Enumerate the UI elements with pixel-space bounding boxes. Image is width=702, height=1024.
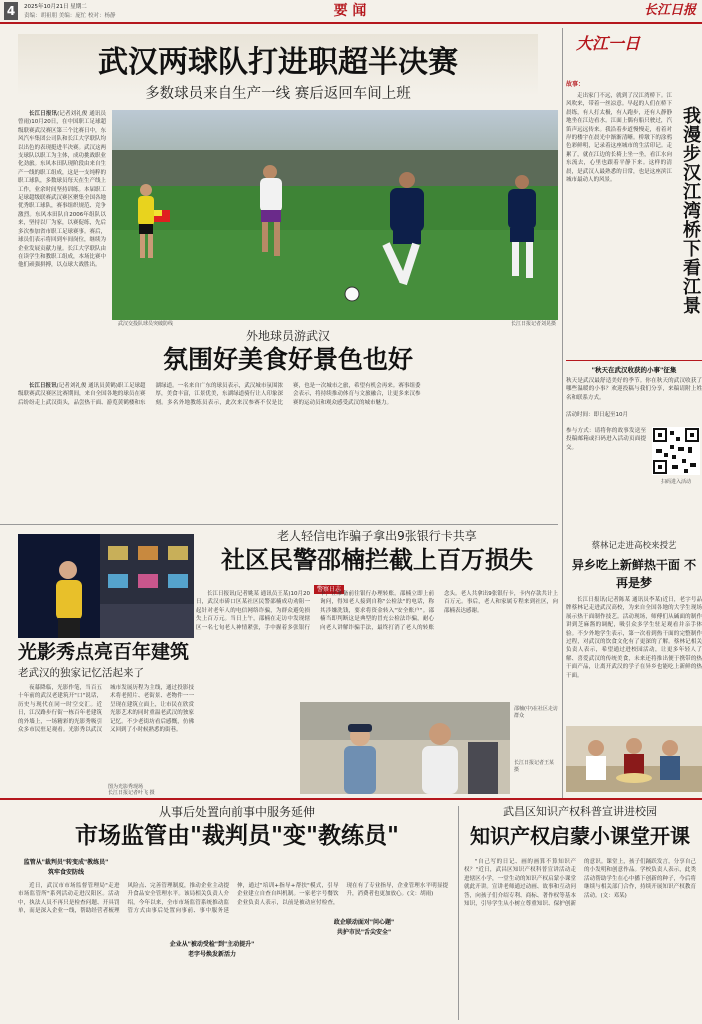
top-byline: 长江日报讯 [29,111,58,117]
market-sub-1-line1: 监管从"裁判员"转变成"教练员" [23,859,109,866]
school-subtitle: 异乡吃上新鲜热干面 不再是梦 [571,558,697,590]
market-body-col1 [18,882,448,1020]
section-title: 要 闻 [333,3,367,19]
lightshow-caption: 图为光影秀现场 [108,784,144,790]
market-sub-2-line2: 老字号焕发新活力 [187,951,236,958]
tourism-body-text: (记者刘礼俊 通讯员黄鹤)职工足球超级联赛武汉赛区比赛期间，来自全国各地的球员在赛后纷纷走上武汉街头，品尝热干面、游览黄鹤楼和东湖绿道。一名来自广东的球员表示，武汉城市氛围浓厚，美食丰富，江景优美，东湖绿道骑行让人印象深刻。多名外地教练员表示，此次来汉参赛不仅是比赛，也是一次城市之旅，希望有机会再来。赛事组委会表示，将持续推动体育与文旅融合，让更多来汉参赛的运动员和观众感受武汉的城市魅力。 [18,383,421,406]
police-visit-photo [300,702,510,794]
lightshow-story [0,526,192,796]
mid-divider [0,524,558,525]
masthead-logo: 长江日报 [643,3,696,18]
lightshow-credit: 长江日报记者叶飞 摄 [108,790,155,796]
tourism-byline: 长江日报讯 [29,383,57,389]
qr-code-icon [652,427,700,475]
notice-title: "秋天在武汉收获的小事"征集 [591,366,677,374]
ip-body-text: "自己写的日记、画的画算不算知识产权？"近日，武昌区知识产权科普宣讲活动走进辖区小学，一堂生动的知识产权启蒙小课堂就此开讲。宣讲老师通过动画、故事和互动问答，向孩子们介绍专利、商标、著作权等基本知识，引导学生从小树立尊重知识、保护创新的意识。课堂上，孩子们踊跃发言，分享自己的小发明和创意作品。学校负责人表示，此类活动帮助学生在心中播下创新的种子，今后将继续与相关部门合作，持续开展知识产权教育活动。 [464,859,696,908]
lightshow-title: 光影秀点亮百年建筑 [18,641,190,663]
page-number: 4 [4,2,18,20]
top-body-text: (记者刘礼俊 通讯员曾雨)10月20日，在中国职工足球超级联赛武汉赛区第三个比赛日中，东风汽车集团公司队和长江大学联队均以出色的表现挺进半决赛。武汉这两支球队以职工为主体，成功挑战职业化劲旅。东风本田队现阶段由来自生产一线的职工组成，这是一支纯粹的职工球队，多数球员每天在生产线上工作，业余时间坚持训练。本届职工足球超级联赛武汉赛区聚集全国各地优秀职工球队，赛事组织规范、竞争激烈。东风本田队自2006年组队以来，坚持以厂为家，以赛促练，先后多次参加省市职工足球赛事。赛后，球员们表示将回到车间岗位，继续为企业发展贡献力量。长江大学联队由在读学生和教职工组成，本场比赛中他们顽强拼搏，以点球大战胜出。 [18,111,107,269]
lightshow-subtitle: 老武汉的独家记忆活起来了 [18,667,144,679]
police-body-text: 长江日报讯(记者姚某 通讯员王某)10月20日，武汉市硚口区某社区民警邵楠成功劝阻一起针对老年人的电信网络诈骗，为群众避免损失上百万元。当日上午，邵楠在走访中发现辖区一名七旬老人神情紧张，手中握着多张银行卡，正准备前往银行办理转账。邵楠立即上前询问，得知老人接到自称"公检法"的电话，称其涉嫌洗钱，要求将资金转入"安全账户"。邵楠当即判断这是典型的冒充公检法诈骗，耐心向老人讲解诈骗手法，最终打消了老人的转账念头。老人共拿出9张银行卡，卡内存款共计上百万元。事后，老人和家属专程来到社区，向邵楠表达感谢。 [196,591,558,631]
police-tag-wrap [314,576,368,593]
column-divider [562,28,563,528]
essay-column [566,26,702,526]
police-body [196,590,558,700]
header-rule [0,22,702,24]
ip-body [464,858,696,1020]
top-photo-caption: 武汉交投队球员突破防线 [118,321,174,327]
top-photo [112,110,558,320]
school-photo [566,726,702,792]
market-sub-1 [18,858,114,880]
qr-code[interactable] [652,427,700,475]
ip-credit: (文：邓某) [600,892,627,899]
column-body: 走出家门不远，就到了汉江湾桥下。江风吹来，带着一丝凉意。早起的人们在桥下晨练，有人打太极，有人跑步，还有人静静地坐在江边看水。江面上偶有船只驶过，汽笛声远远传来。我沿着步道慢慢走，看着对岸的楼宇在晨光中渐渐清晰。桥墩下的涂鸦色彩鲜明，记录着这座城市的生活印记。走累了，就在江边的长椅上坐一坐，看江水向东流去，心里也跟着平静下来。这样的清晨，是武汉人最熟悉的日常，也是这座滨江城市最动人的风景。 [566,93,672,184]
column-badge: 大江一日 [576,34,641,53]
ip-title: 知识产权启蒙小课堂开课 [470,824,690,848]
bottom-divider [458,806,459,1020]
police-story [196,526,558,796]
lightshow-body [18,684,194,784]
notice-body: 秋天是武汉最舒适美好的季节。你在秋天的武汉收获了哪些温暖的小事？欢迎投稿与我们分享，来稿请附上姓名和联系方式。 [566,378,702,401]
ip-kicker: 武昌区知识产权科普宣讲进校园 [503,805,657,818]
soccer-match-photo [112,110,558,320]
market-sub-1-line2: 筑牢食安防线 [47,869,84,876]
police-tag: 警察日志 [314,585,344,594]
market-sub-3-line2: 共护市民"舌尖安全" [336,929,392,936]
top-photo-credit: 长江日报记者刘晃摄 [510,321,556,327]
market-body-text: 近日，武汉市市场监督管理局"走进市场监管所"系列活动走进汉阳区。活动中，执法人员不再只是检查问题、开具罚单，而是深入企业一线，帮助经营者梳理风险点、完善管理制度，推动企业主动提升食品安全管理水平。该局相关负责人介绍，今年以来，全市市场监管系统推动监管方式由事后处置向事前、事中服务延伸，通过"培训+指导+帮扶"模式，引导企业建立自查自纠机制。一家老字号餐饮企业负责人表示，以前是被动应付检查，现在有了专业指导，企业管理水平明显提升，消费者也更加放心。 [18,883,448,915]
top-body [18,110,106,334]
right-lower-divider [562,528,563,798]
ip-story [462,802,702,1024]
market-title: 市场监管由"裁判员"变"教练员" [75,822,399,849]
top-title: 武汉两球队打进职超半决赛 [98,45,458,80]
market-sub-3-line1: 政企联动面对"问心题" [333,919,395,926]
editors: 责编：胡祖朋 美编：庞忙 校对：杨静 [24,13,116,19]
column-title: 我漫步汉江湾桥下看江景 [680,106,701,315]
police-kicker: 老人轻信电诈骗子拿出9张银行卡共享 [277,529,477,543]
police-photo-credit: 长江日报记者王某 摄 [514,760,555,773]
notice-box [566,360,702,526]
lightshow-night-photo [18,534,194,638]
tourism-story [18,326,558,524]
police-title: 社区民警邵楠拦截上百万损失 [221,545,533,574]
market-sub-2-line1: 企业从"被动受检"到"主动提升" [169,941,255,948]
market-story [0,802,456,1024]
bottom-rule [0,798,702,800]
school-body: 长江日报讯(记者陈某 通讯员李某)近日，老字号品牌蔡林记走进武汉高校，为来自全国各地的大学生现场展示热干面制作技艺。活动现场，师傅们从碱面的制作讲到芝麻酱的调配，吸引众多学生驻足观看并亲手体验。不少外地学生表示，第一次看到热干面的完整制作过程，对武汉的饮食文化有了更深的了解。蔡林记相关负责人表示，希望通过进校园活动，让更多年轻人了解、喜爱武汉的传统美食，未来还将推出便于携带的热干面产品，让离开武汉的学子在异乡也能吃上新鲜的热干面。 [566,597,702,679]
qr-caption: 扫码进入活动 [660,479,691,485]
notice-deadline: 活动时间：即日起至10月 [566,412,628,418]
lightshow-photo [18,534,194,638]
tourism-body [18,382,558,518]
page-header [0,0,702,22]
top-story [0,26,558,326]
column-author: 故事： [566,81,585,88]
lightshow-body-text: 夜幕降临，光影作笔，当百五十年前的武汉老建筑开"口"说话，历史与现代在同一时空交汇。近日，江汉路步行街一栋百年老建筑的外墙上，一场精彩的光影秀吸引众多市民驻足观看。光影秀以武汉城市发展历程为主线，通过投影技术将老照片、老街景、老物件一一呈现在建筑立面上，让市民在欣赏光影艺术的同时重温老武汉的独家记忆。不少老街坊看后感慨，仿佛又回到了小时候熟悉的街巷。 [18,685,194,734]
tourism-kicker: 外地球员游武汉 [245,329,330,343]
market-credit: (文：胡雨) [407,891,434,898]
school-story [566,540,702,796]
soccer-ball [345,287,359,301]
police-photo-caption: 邵楠(中)在社区走访群众 [514,706,558,719]
notice-participation: 参与方式：请将你的故事发送至投稿邮箱或扫码进入活动页面提交。 [566,428,646,451]
issue-date: 2025年10月21日 星期二 [24,4,87,10]
top-subtitle: 多数球员来自生产一线 赛后返回车间上班 [145,86,411,102]
school-title: 蔡林记走进高校来授艺 [591,541,677,551]
market-kicker: 从事后处置向前事中服务延伸 [158,805,315,819]
noodle-class-photo [566,726,702,792]
police-photo [300,702,510,794]
tourism-title: 氛围好美食好景色也好 [162,345,413,374]
